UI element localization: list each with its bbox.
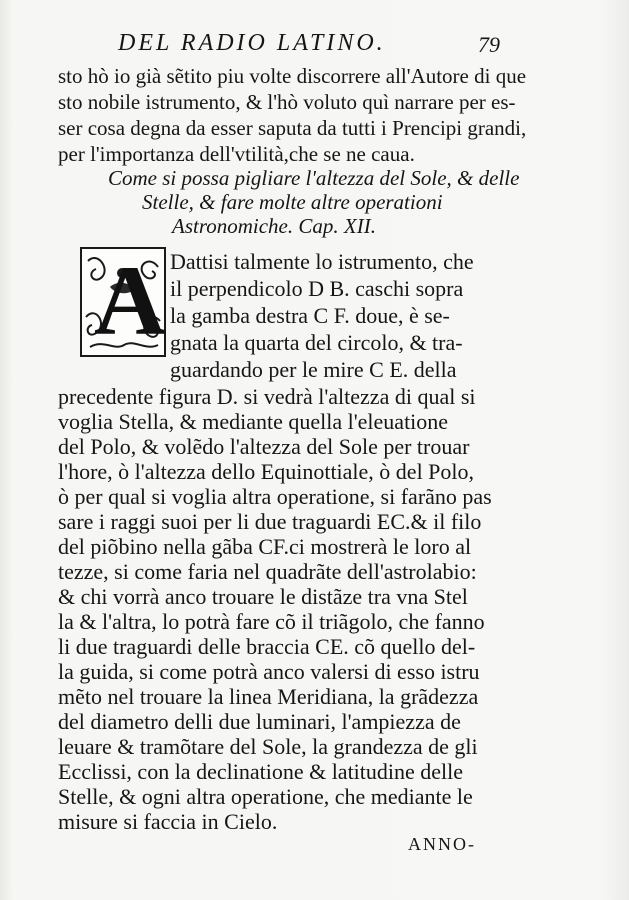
text-line: del diametro delli due luminari, l'ampiezza de	[58, 709, 461, 734]
text-line: Ecclissi, con la declinatione & latitudine delle	[58, 759, 464, 784]
text-line: ò per qual si voglia altra operatione, si farãno pas	[58, 484, 492, 509]
text-line: l'hore, ò l'altezza dello Equinottiale, ò del Polo,	[58, 459, 475, 484]
running-head: DEL RADIO LATINO.	[118, 30, 386, 56]
initial-letter: A	[94, 245, 167, 356]
text-line: Stelle, & ogni altra operatione, che mediante le	[58, 784, 473, 809]
text-line: leuare & tramõtare del Sole, la grandezza de gli	[58, 734, 478, 759]
text-line: sare i raggi suoi per li due traguardi EC.& il filo	[58, 509, 482, 534]
text-line: voglia Stella, & mediante quella l'eleuatione	[58, 409, 449, 434]
text-line: la guida, si come potrà anco valersi di esso istru	[58, 659, 480, 684]
text-line: precedente figura D. si vedrà l'altezza di qual si	[58, 384, 476, 409]
text-line: ser cosa degna da esser saputa da tutti i Prencipi grandi,	[58, 116, 527, 140]
text-line: la & l'altra, lo potrà fare cõ il triãgolo, che fanno	[58, 609, 485, 634]
page-header	[118, 30, 518, 60]
decorated-initial	[80, 247, 166, 357]
heading-line: Astronomiche. Cap. XII.	[172, 214, 376, 238]
text-line: il perpendicolo D B. caschi sopra	[170, 276, 464, 301]
text-line: tezze, si come faria nel quadrãte dell'astrolabio:	[58, 559, 477, 584]
text-line: la gamba destra C F. doue, è se-	[170, 303, 450, 328]
heading-line: Stelle, & fare molte altre operationi	[142, 190, 443, 214]
catchword: ANNO-	[408, 834, 476, 854]
text-line: Dattisi talmente lo istrumento, che	[170, 249, 474, 274]
text-line: gnata la quarta del circolo, & tra-	[170, 330, 463, 355]
text-line: del piõbino nella gãba CF.ci mostrerà le loro al	[58, 534, 472, 559]
text-line: sto hò io già sẽtito piu volte discorrere all'Autore di que	[58, 64, 527, 88]
heading-line: Come si possa pigliare l'altezza del Sole, & delle	[108, 166, 520, 190]
text-line: guardando per le mire C E. della	[170, 357, 457, 382]
page-number: 79	[478, 32, 500, 57]
text-line: & chi vorrà anco trouare le distãze tra vna Stel	[58, 584, 468, 609]
text-line: del Polo, & volẽdo l'altezza del Sole per trouar	[58, 434, 470, 459]
text-line: li due traguardi delle braccia CE. cõ quello del-	[58, 634, 476, 659]
text-line: per l'importanza dell'vtilità,che se ne caua.	[58, 142, 415, 166]
text-line: misure si faccia in Cielo.	[58, 809, 278, 834]
text-line: mẽto nel trouare la linea Meridiana, la grãdezza	[58, 684, 479, 709]
text-line: sto nobile istrumento, & l'hò voluto quì narrare per es-	[58, 90, 516, 114]
